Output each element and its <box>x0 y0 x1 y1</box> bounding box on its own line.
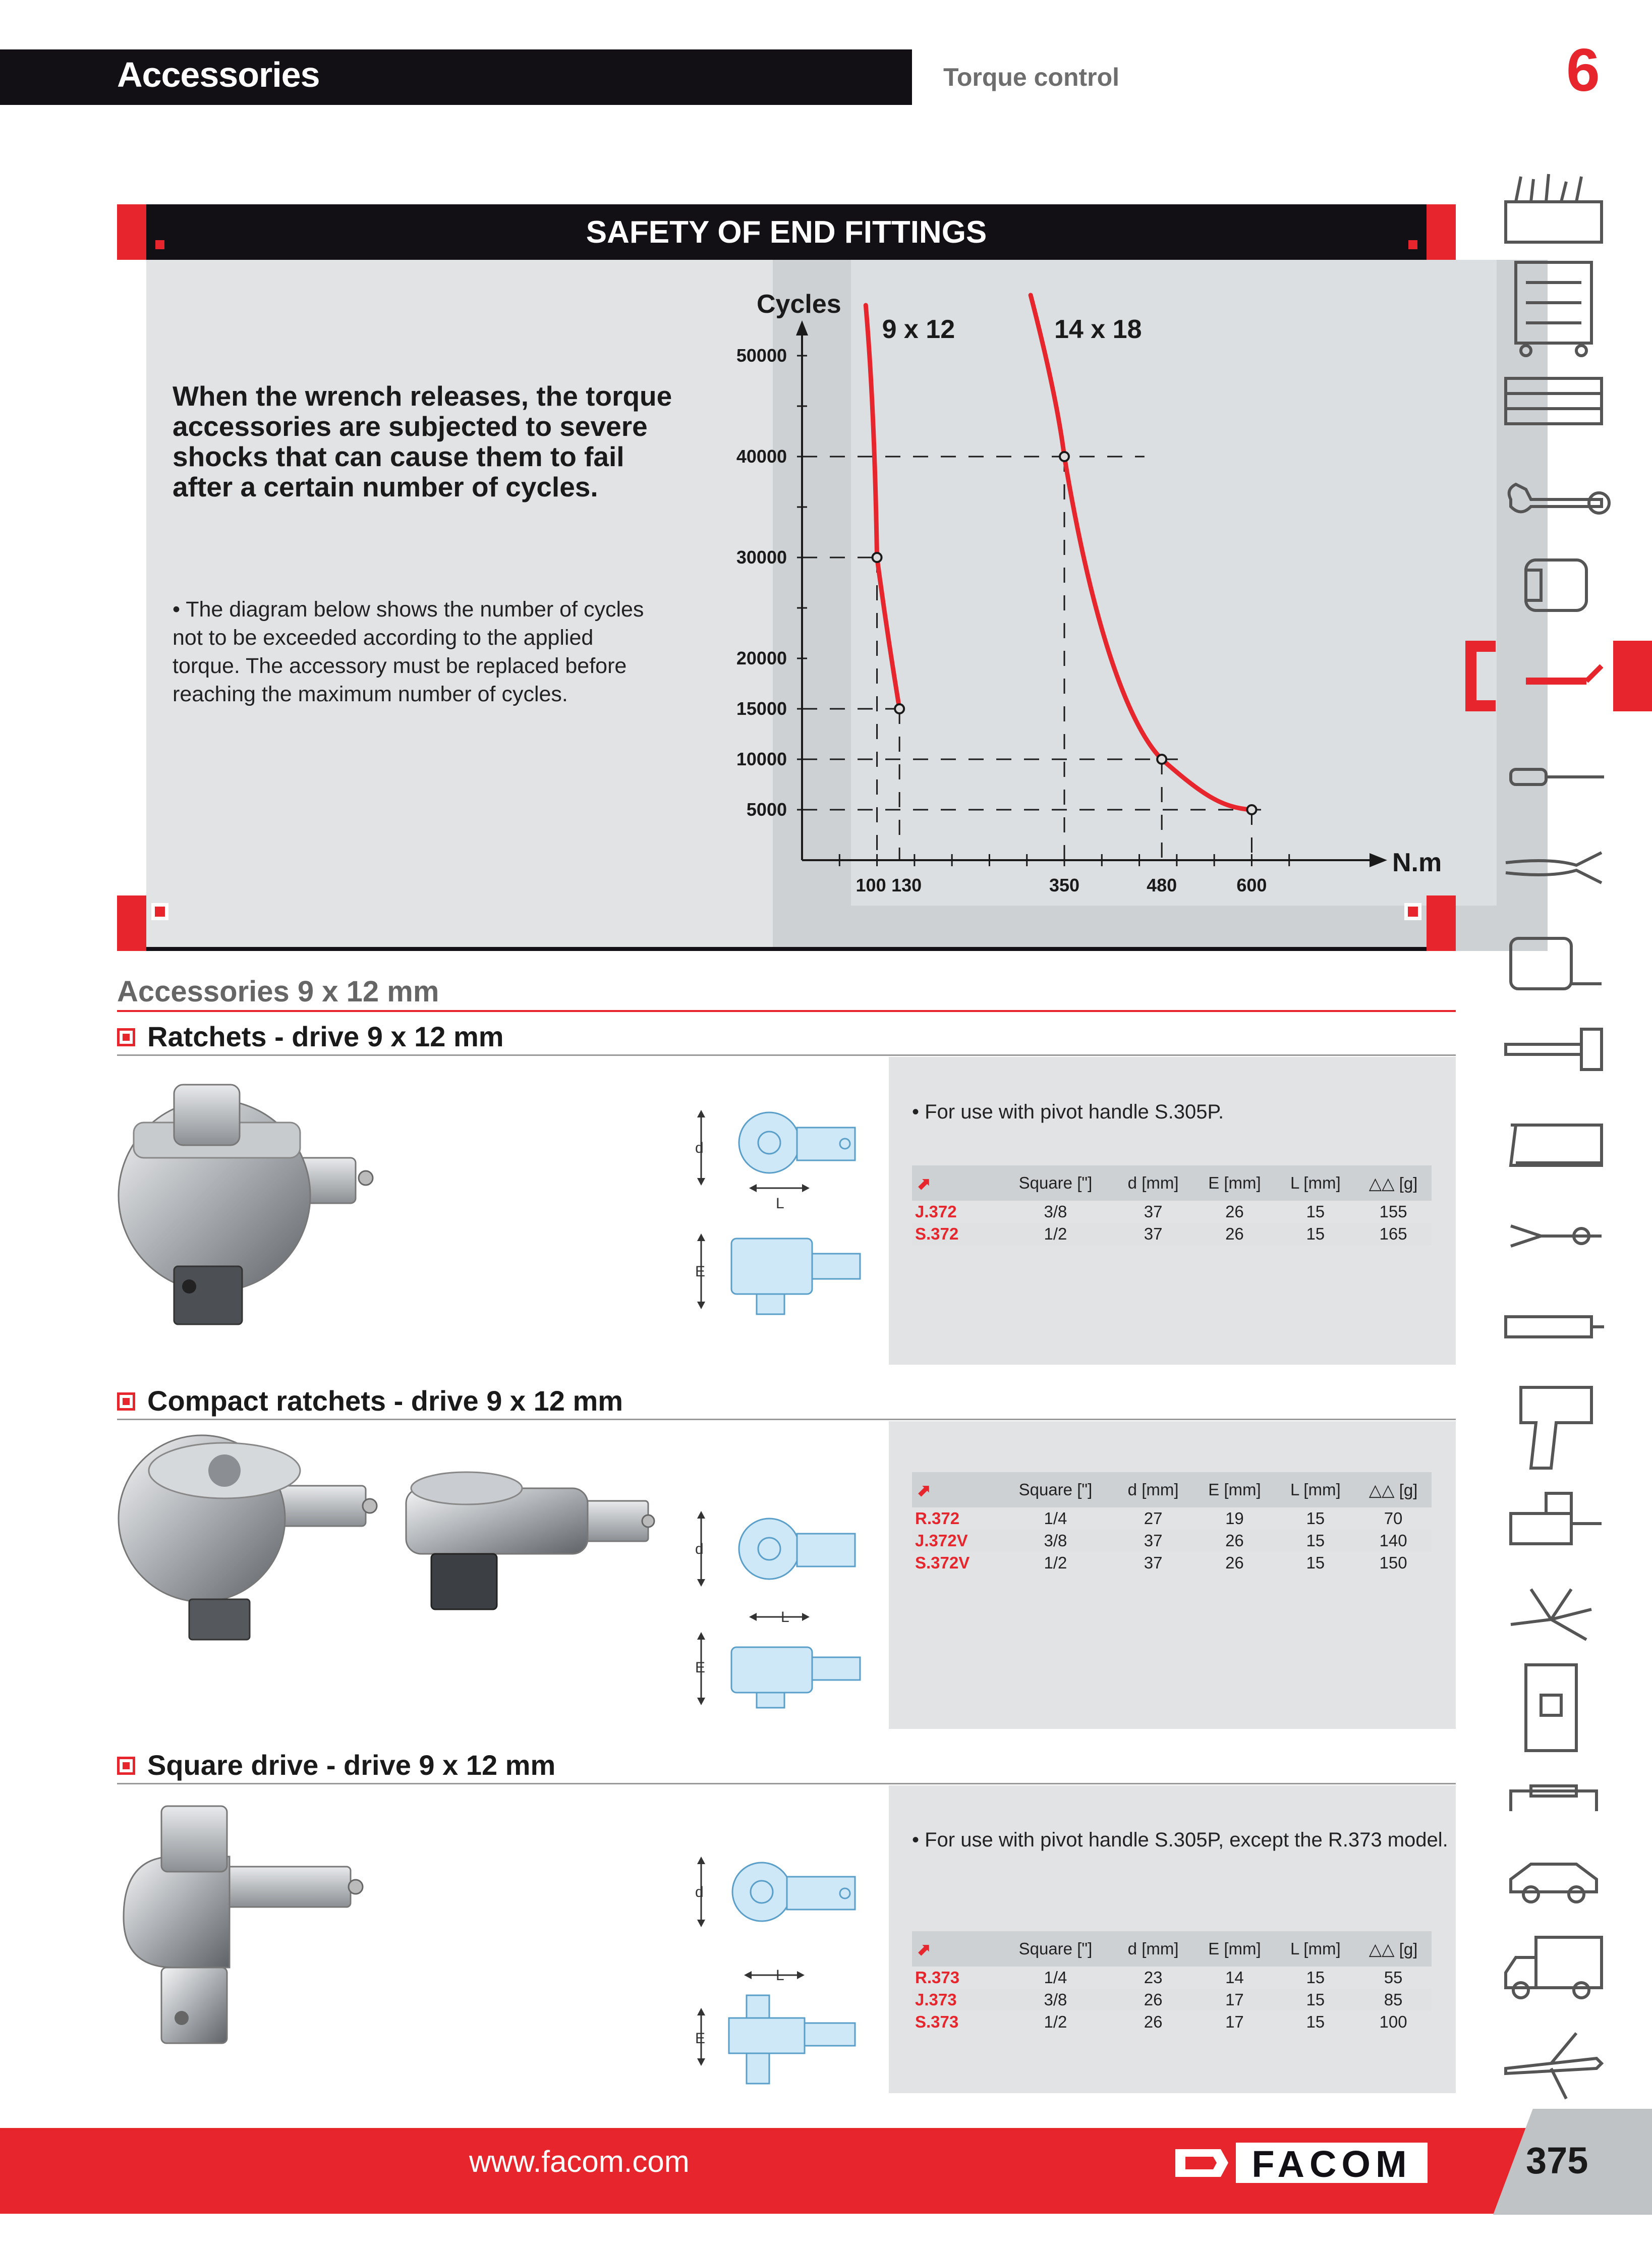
table-row <box>912 1223 1432 1245</box>
pliers-icon[interactable] <box>1506 853 1602 883</box>
col-d: d [mm] <box>1113 1931 1193 1967</box>
puller-icon[interactable] <box>1511 1226 1602 1246</box>
section-title: Accessories 9 x 12 mm <box>117 975 439 1008</box>
y-tick-label: 40000 <box>736 446 787 467</box>
product-note: • For use with pivot handle S.305P, except the R.373 model. <box>912 1829 1448 1851</box>
product-marker <box>117 1392 135 1411</box>
table-cell: 19 <box>1225 1509 1244 1528</box>
data-point <box>895 704 904 713</box>
product-rule <box>117 1054 1456 1056</box>
table-cell: 15 <box>1276 1223 1355 1245</box>
x-tick-label: 100 <box>856 875 886 895</box>
section-rule <box>117 1010 1456 1012</box>
product-marker <box>117 1757 135 1775</box>
chapter-number: 6 <box>1566 36 1600 104</box>
table-cell: 1/4 <box>1044 1509 1067 1528</box>
circuit-breaker-icon[interactable] <box>1526 1665 1576 1751</box>
x-axis-label: N.m <box>1392 848 1442 877</box>
hammer-icon[interactable] <box>1506 1029 1602 1070</box>
col-e: E [mm] <box>1193 1165 1276 1201</box>
table-cell: 26 <box>1193 1223 1276 1245</box>
square-drive-photo <box>113 1796 406 2058</box>
compact-ratchet-photos <box>113 1438 658 1655</box>
dim-label-d: d <box>695 1884 704 1900</box>
col-e: E [mm] <box>1193 1931 1276 1967</box>
truck-icon[interactable] <box>1506 1937 1602 1998</box>
table-cell: 70 <box>1384 1509 1403 1528</box>
tool-trolley-icon[interactable] <box>1516 262 1591 356</box>
ref-cell: J.373 <box>912 1989 998 2011</box>
y-tick-label: 20000 <box>736 648 787 668</box>
screwdriver-icon[interactable] <box>1511 769 1604 784</box>
page-number: 375 <box>1526 2140 1588 2181</box>
series-line-0 <box>866 305 899 709</box>
table-cell: 23 <box>1144 1968 1163 1987</box>
safety-bullet-text: • The diagram below shows the number of cycles not to be exceeded according to the applied torque. The accessory must be replaced before reaching the maximum number of cycles. <box>173 597 644 706</box>
col-l: L [mm] <box>1276 1472 1355 1507</box>
facom-logo-text: FACOM <box>1251 2143 1412 2185</box>
dim-label-e: E <box>695 2030 706 2047</box>
table-cell: 14 <box>1225 1968 1244 1987</box>
ref-cell: S.373 <box>915 2012 959 2031</box>
x-tick-label: 350 <box>1049 875 1080 895</box>
col-weight: △△ [g] <box>1355 1931 1432 1967</box>
col-weight: △△ [g] <box>1355 1472 1432 1507</box>
sidebar-active-bracket-bottom <box>1465 700 1496 711</box>
col-square: Square ["] <box>998 1931 1113 1967</box>
airplane-icon[interactable] <box>1506 2033 1602 2099</box>
dim-label-l: L <box>776 1967 784 1984</box>
x-tick-label: 130 <box>891 875 922 895</box>
ratchet-photo <box>113 1075 406 1327</box>
product-marker <box>117 1028 135 1046</box>
electrical-tester-icon[interactable] <box>1506 1317 1604 1337</box>
table-cell: 37 <box>1144 1553 1163 1572</box>
chart-series <box>866 295 1256 814</box>
corner-bracket-bl <box>117 895 146 951</box>
col-e: E [mm] <box>1193 1472 1276 1507</box>
dim-label-e: E <box>695 1263 706 1280</box>
facom-mini-logo: ⬈ <box>912 1165 998 1201</box>
ref-cell: R.372 <box>915 1509 960 1528</box>
compact-ratchet-dimension-drawing <box>681 1468 883 1710</box>
facom-mini-logo: ⬈ <box>912 1472 998 1507</box>
col-square: Square ["] <box>998 1165 1113 1201</box>
sidebar-icons <box>1501 172 1612 2139</box>
dim-label-d: d <box>695 1541 704 1557</box>
dim-label-l: L <box>781 1609 789 1625</box>
storage-drawer-icon[interactable] <box>1506 378 1602 424</box>
vise-icon[interactable] <box>1511 1493 1602 1544</box>
table-cell: 15 <box>1306 1202 1325 1221</box>
safety-lead-text: When the wrench releases, the torque accessories are subjected to severe shocks that can cause them to fail after a certain number of cycles. <box>173 380 672 502</box>
hacksaw-icon[interactable] <box>1511 1125 1602 1165</box>
chart-guides <box>802 457 1272 860</box>
page-subtitle: Torque control <box>943 63 1120 91</box>
tape-measure-icon[interactable] <box>1511 938 1602 989</box>
spec-table-ratchets <box>912 1165 1432 1245</box>
facom-mini-logo: ⬈ <box>912 1931 998 1967</box>
spec-table-compact-ratchets <box>912 1472 1432 1574</box>
x-tick-label: 480 <box>1147 875 1177 895</box>
col-d: d [mm] <box>1113 1472 1193 1507</box>
product-title-ratchets: Ratchets - drive 9 x 12 mm <box>147 1021 504 1052</box>
table-cell: 26 <box>1225 1553 1244 1572</box>
table-row <box>912 1530 1432 1552</box>
y-tick-label: 5000 <box>746 799 787 820</box>
series-label: 14 x 18 <box>1054 315 1142 344</box>
y-axis-label: Cycles <box>757 290 841 319</box>
table-cell: 27 <box>1144 1509 1163 1528</box>
table-header <box>912 1931 1432 1967</box>
torque-wrench-icon[interactable] <box>1526 666 1602 681</box>
table-cell: 15 <box>1306 1968 1325 1987</box>
table-cell: 3/8 <box>998 1989 1113 2011</box>
table-cell: 55 <box>1384 1968 1403 1987</box>
product-note: • For use with pivot handle S.305P. <box>912 1101 1224 1123</box>
table-cell: 100 <box>1379 2012 1407 2031</box>
table-header <box>912 1472 1432 1507</box>
table-cell: 1/2 <box>998 1223 1113 1245</box>
ref-cell: R.373 <box>915 1968 960 1987</box>
data-point <box>873 553 882 562</box>
corner-marker-tl <box>152 237 167 252</box>
product-title-square-drive: Square drive - drive 9 x 12 mm <box>147 1749 556 1781</box>
col-l: L [mm] <box>1276 1165 1355 1201</box>
square-drive-dimension-drawing <box>681 1829 883 2091</box>
ref-cell: J.372 <box>915 1202 957 1221</box>
toolbox-icon[interactable] <box>1506 174 1602 242</box>
corner-marker-bl <box>151 903 168 920</box>
table-cell: 3/8 <box>998 1530 1113 1552</box>
table-cell: 15 <box>1276 1989 1355 2011</box>
table-cell: 26 <box>1113 1989 1193 2011</box>
table-cell: 37 <box>1144 1202 1163 1221</box>
weight-icon: △△ <box>1369 1480 1399 1499</box>
table-cell: 17 <box>1225 2012 1244 2031</box>
corner-marker-tr <box>1405 237 1420 252</box>
table-cell: 150 <box>1379 1553 1407 1572</box>
sidebar-active-tab <box>1613 641 1652 711</box>
dim-label-l: L <box>776 1195 784 1212</box>
col-square: Square ["] <box>998 1472 1113 1507</box>
x-tick-label: 600 <box>1236 875 1267 895</box>
product-info-box <box>889 1421 1456 1729</box>
ref-cell: J.372V <box>912 1530 998 1552</box>
col-l: L [mm] <box>1276 1931 1355 1967</box>
footer-url[interactable]: www.facom.com <box>469 2145 690 2178</box>
y-tick-label: 10000 <box>736 749 787 769</box>
data-point <box>1060 452 1069 461</box>
ref-cell: S.372V <box>915 1553 970 1572</box>
table-row <box>912 2011 1432 2033</box>
data-point <box>1157 755 1166 764</box>
ref-cell: S.372 <box>912 1223 998 1245</box>
table-cell: 140 <box>1355 1530 1432 1552</box>
series-label: 9 x 12 <box>882 315 955 344</box>
safety-title: SAFETY OF END FITTINGS <box>586 215 987 250</box>
ratchet-dimension-drawing <box>681 1102 883 1314</box>
page-title: Accessories <box>117 55 320 94</box>
cycles-chart <box>726 262 1442 918</box>
dim-label-d: d <box>695 1140 704 1156</box>
car-icon[interactable] <box>1511 1864 1597 1902</box>
safety-bottom-rule <box>117 947 1456 951</box>
table-row <box>912 1989 1432 2011</box>
table-cell: 165 <box>1355 1223 1432 1245</box>
table-row <box>912 1507 1432 1530</box>
table-row <box>912 1967 1432 1989</box>
table-cell: 17 <box>1193 1989 1276 2011</box>
y-tick-label: 15000 <box>736 698 787 719</box>
spec-table-square-drive <box>912 1931 1432 2033</box>
weight-icon: △△ <box>1369 1939 1399 1958</box>
weight-icon: △△ <box>1369 1173 1399 1193</box>
combination-wrench-icon[interactable] <box>1509 484 1609 513</box>
x-axis-arrow <box>1370 853 1387 867</box>
col-weight: △△ [g] <box>1355 1165 1432 1201</box>
y-tick-label: 50000 <box>736 345 787 366</box>
socket-icon[interactable] <box>1526 560 1586 610</box>
corner-bracket-br <box>1427 895 1456 951</box>
safety-spark-icon[interactable] <box>1511 1589 1591 1640</box>
data-point <box>1247 805 1256 814</box>
table-cell: 1/4 <box>1044 1968 1067 1987</box>
facom-logo <box>1165 2137 1438 2190</box>
product-title-compact-ratchets: Compact ratchets - drive 9 x 12 mm <box>147 1385 623 1417</box>
y-tick-label: 30000 <box>736 547 787 568</box>
sidebar-active-bracket-top <box>1465 641 1496 652</box>
table-cell: 155 <box>1379 1202 1407 1221</box>
table-row <box>912 1201 1432 1223</box>
chart-axes <box>736 290 1442 895</box>
table-cell: 1/2 <box>1044 2012 1067 2031</box>
dim-label-e: E <box>695 1659 706 1676</box>
product-rule <box>117 1419 1456 1420</box>
product-rule <box>117 1783 1456 1784</box>
table-cell: 15 <box>1306 1509 1325 1528</box>
table-cell: 15 <box>1306 1553 1325 1572</box>
table-cell: 85 <box>1355 1989 1432 2011</box>
corner-bracket-tl <box>117 204 146 260</box>
table-header <box>912 1165 1432 1201</box>
corner-bracket-tr <box>1427 204 1456 260</box>
table-cell: 1/2 <box>1044 1553 1067 1572</box>
handle-icon[interactable] <box>1511 1786 1597 1811</box>
table-row <box>912 1552 1432 1574</box>
y-axis-arrow <box>796 320 808 335</box>
table-cell: 3/8 <box>1044 1202 1067 1221</box>
table-cell: 15 <box>1276 1530 1355 1552</box>
impact-wrench-icon[interactable] <box>1521 1387 1591 1468</box>
table-cell: 26 <box>1144 2012 1163 2031</box>
col-d: d [mm] <box>1113 1165 1193 1201</box>
table-cell: 37 <box>1113 1530 1193 1552</box>
table-cell: 26 <box>1193 1530 1276 1552</box>
table-cell: 37 <box>1113 1223 1193 1245</box>
table-cell: 26 <box>1225 1202 1244 1221</box>
table-cell: 15 <box>1306 2012 1325 2031</box>
